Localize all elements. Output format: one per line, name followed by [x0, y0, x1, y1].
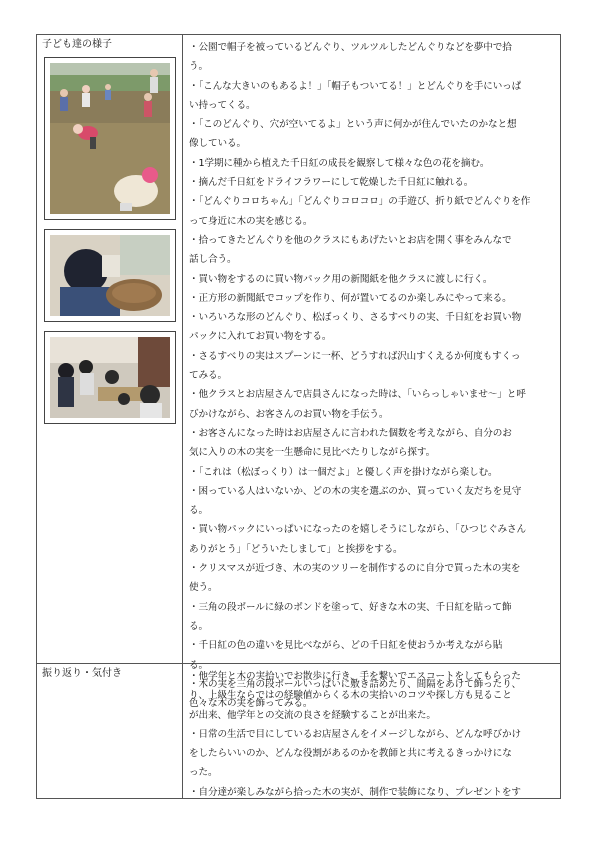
text-line: ・買い物パックにいっぱいになったのを嬉しそうにしながら、「ひつじぐみさん — [189, 524, 526, 536]
text-line: 話し合う。 — [189, 254, 237, 266]
text-line: ・1学期に種から植えた千日紅の成長を観察して様々な色の花を摘む。 — [189, 157, 490, 169]
activity-notes — [189, 38, 554, 713]
text-line: う。 — [189, 61, 208, 73]
text-line: ・「こんな大きいのもあるよ！」「帽子もついてる！」とどんぐりを手にいっぱ — [189, 80, 522, 92]
text-line: 像している。 — [189, 138, 246, 150]
text-line: った。 — [189, 767, 218, 779]
text-line: い持ってくる。 — [189, 99, 256, 111]
text-line: ・千日紅の色の違いを見比べながら、どの千日紅を使おうか考えながら貼 — [189, 640, 503, 652]
text-line: ・公園で帽子を被っているどんぐり、ツルツルしたどんぐりなどを夢中で拾 — [189, 42, 512, 53]
text-line: ・お客さんになった時はお店屋さんに言われた個数を考えながら、自分のお — [189, 427, 512, 439]
text-line: ・「どんぐりコロちゃん」「どんぐりコロコロ」の手遊び、折り紙でどんぐりを作 — [189, 196, 531, 208]
row-label-reflection: 振り返り・気付き — [42, 668, 122, 679]
text-line: ・正方形の新聞紙でコップを作り、何が置いてるのか楽しみにやって来る。 — [189, 292, 512, 304]
text-line: ・木の実を三角の段ボールいっぱいに敷き詰めたり、間隔をあけて飾ったり、 — [189, 678, 522, 690]
photo-park-acorn-picking — [44, 57, 176, 220]
text-line: り、上級生ならではの経験値からくる木の実拾いのコツや探し方も見ること — [189, 690, 512, 702]
report-table — [36, 34, 561, 799]
text-line: ・拾ってきたどんぐりを他のクラスにもあげたいとお店を開く事をみんなで — [189, 234, 512, 246]
text-line: 色々な木の実を飾ってみる。 — [189, 698, 313, 710]
text-line: ・他クラスとお店屋さんで店員さんになった時は、「いらっしゃいませ～」と呼 — [189, 389, 526, 401]
text-line: が出来、他学年との交流の良さを経験することが出来た。 — [189, 709, 436, 721]
text-line: ・日常の生活で目にしているお店屋さんをイメージしながら、どんな呼びかけ — [189, 728, 521, 740]
text-line: ・さるすべりの実はスプーンに一杯、どうすれば沢山すくえるか何度もすくっ — [189, 350, 521, 362]
table-row-reflection — [37, 663, 560, 798]
text-line: る。 — [189, 659, 208, 671]
reflection-notes — [189, 667, 554, 802]
text-line: る。 — [189, 505, 208, 517]
photo-shop-play — [44, 331, 176, 424]
text-line: ・自分達が楽しみながら拾った木の実が、制作で装飾になり、プレゼントをす — [189, 786, 521, 798]
row-header-cell — [37, 664, 183, 798]
text-line: ・他学年と木の実拾いでお散歩に行き、手を繋いでエスコートをしてもらった — [189, 671, 521, 682]
text-line: 気に入りの木の実を一生懸命に見比べたりしながら探す。 — [189, 447, 436, 459]
text-line: ・買い物をするのに買い物パック用の新聞紙を他クラスに渡しに行く。 — [189, 273, 493, 285]
text-line: ・クリスマスが近づき、木の実のツリーを制作するのに自分で買った木の実を — [189, 563, 521, 575]
photo-newspaper-cup — [44, 229, 176, 322]
text-line: 使う。 — [189, 582, 218, 594]
text-line: ・困っている人はいないか、どの木の実を選ぶのか、買っていく友だちを見守 — [189, 485, 522, 497]
text-line: ・三角の段ボールに緑のボンドを塗って、好きな木の実、千日紅を貼って飾 — [189, 601, 512, 613]
text-line: ありがとう」「どういたしまして」と挨拶をする。 — [189, 543, 403, 555]
row-header-cell — [37, 35, 183, 663]
text-line: パックに入れてお買い物をする。 — [189, 331, 332, 343]
text-line: ・「これは（松ぼっくり）は一個だよ」と優しく声を掛けながら楽しむ。 — [189, 466, 498, 478]
row-label-children-activities: 子ども達の様子 — [42, 39, 112, 50]
text-line: ・摘んだ千日紅をドライフラワーにして乾燥した千日紅に触れる。 — [189, 177, 474, 189]
row-content-cell — [183, 664, 560, 798]
text-line: てみる。 — [189, 370, 227, 382]
text-line: ・「このどんぐり、穴が空いてるよ」という声に何かが住んでいたのかなと想 — [189, 119, 517, 131]
text-line: ・いろいろな形のどんぐり、松ぼっくり、さるすべりの実、千日紅をお買い物 — [189, 312, 522, 324]
text-line: をしたらいいのか、どんな役割があるのかを教師と共に考えるきっかけにな — [189, 748, 512, 760]
text-line: る。 — [189, 620, 208, 632]
text-line: って身近に木の実を感じる。 — [189, 215, 313, 227]
text-line: びかけながら、お客さんのお買い物を手伝う。 — [189, 408, 389, 420]
